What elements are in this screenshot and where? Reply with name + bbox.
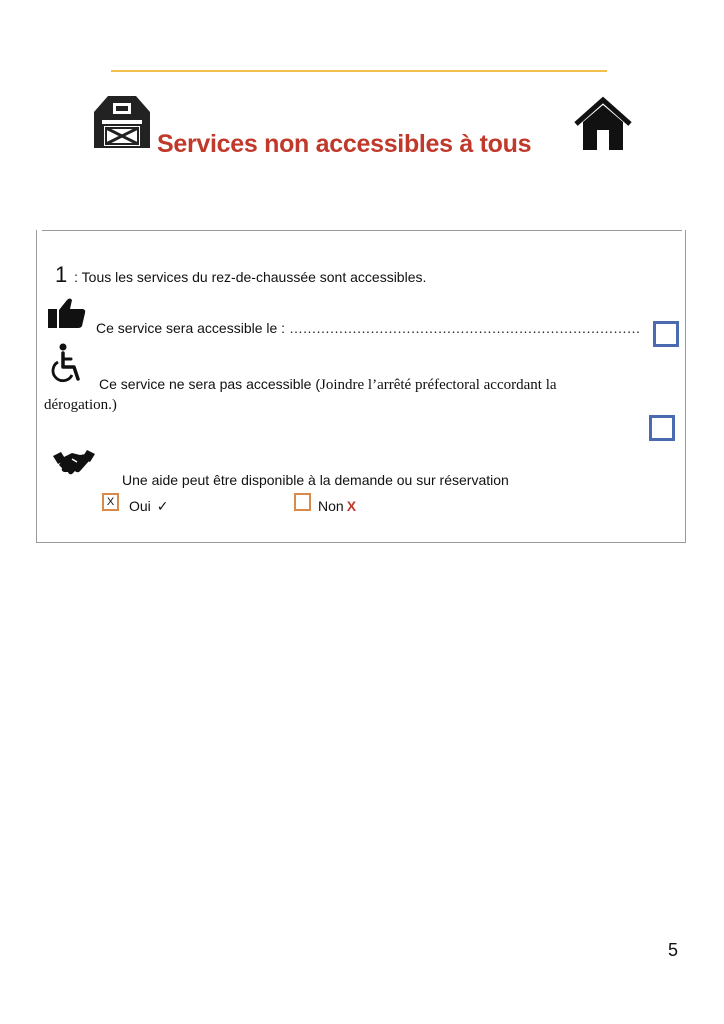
item-3 xyxy=(99,376,557,394)
item-2 xyxy=(96,320,640,336)
top-rule xyxy=(111,70,607,72)
non-option xyxy=(318,498,356,514)
not-accessible-checkbox[interactable] xyxy=(649,415,675,441)
handshake-icon xyxy=(52,448,96,476)
check-mark-icon: ✓ xyxy=(156,498,169,514)
item-3-note-continued: dérogation.) xyxy=(44,397,117,413)
item-1-text: : Tous les services du rez-de-chaussée sont accessibles. xyxy=(70,269,427,285)
non-x-mark: X xyxy=(346,498,357,514)
oui-checkbox[interactable]: X xyxy=(102,493,119,511)
barn-icon xyxy=(90,90,154,150)
accessible-date-checkbox[interactable] xyxy=(653,321,679,347)
house-icon xyxy=(572,96,634,152)
date-fill-line: …………………………………………………………………… xyxy=(288,320,640,336)
item-2-text: Ce service sera accessible le : xyxy=(96,320,289,336)
item-4: Une aide peut être disponible à la demande ou sur réservation xyxy=(122,472,509,488)
wheelchair-icon xyxy=(50,343,84,385)
oui-option xyxy=(129,498,169,515)
item-3-text: Ce service ne sera pas accessible ( xyxy=(99,376,320,392)
item-3-note: Joindre l’arrêté préfectoral accordant la xyxy=(320,377,557,393)
page-title: Services non accessibles à tous xyxy=(157,130,532,158)
thumbs-up-icon xyxy=(47,297,87,329)
non-label: Non xyxy=(318,498,344,514)
oui-label: Oui xyxy=(129,498,151,514)
item-1 xyxy=(55,262,426,288)
page-number: 5 xyxy=(668,940,679,960)
non-checkbox[interactable] xyxy=(294,493,311,511)
item-1-number: 1 xyxy=(55,262,68,287)
